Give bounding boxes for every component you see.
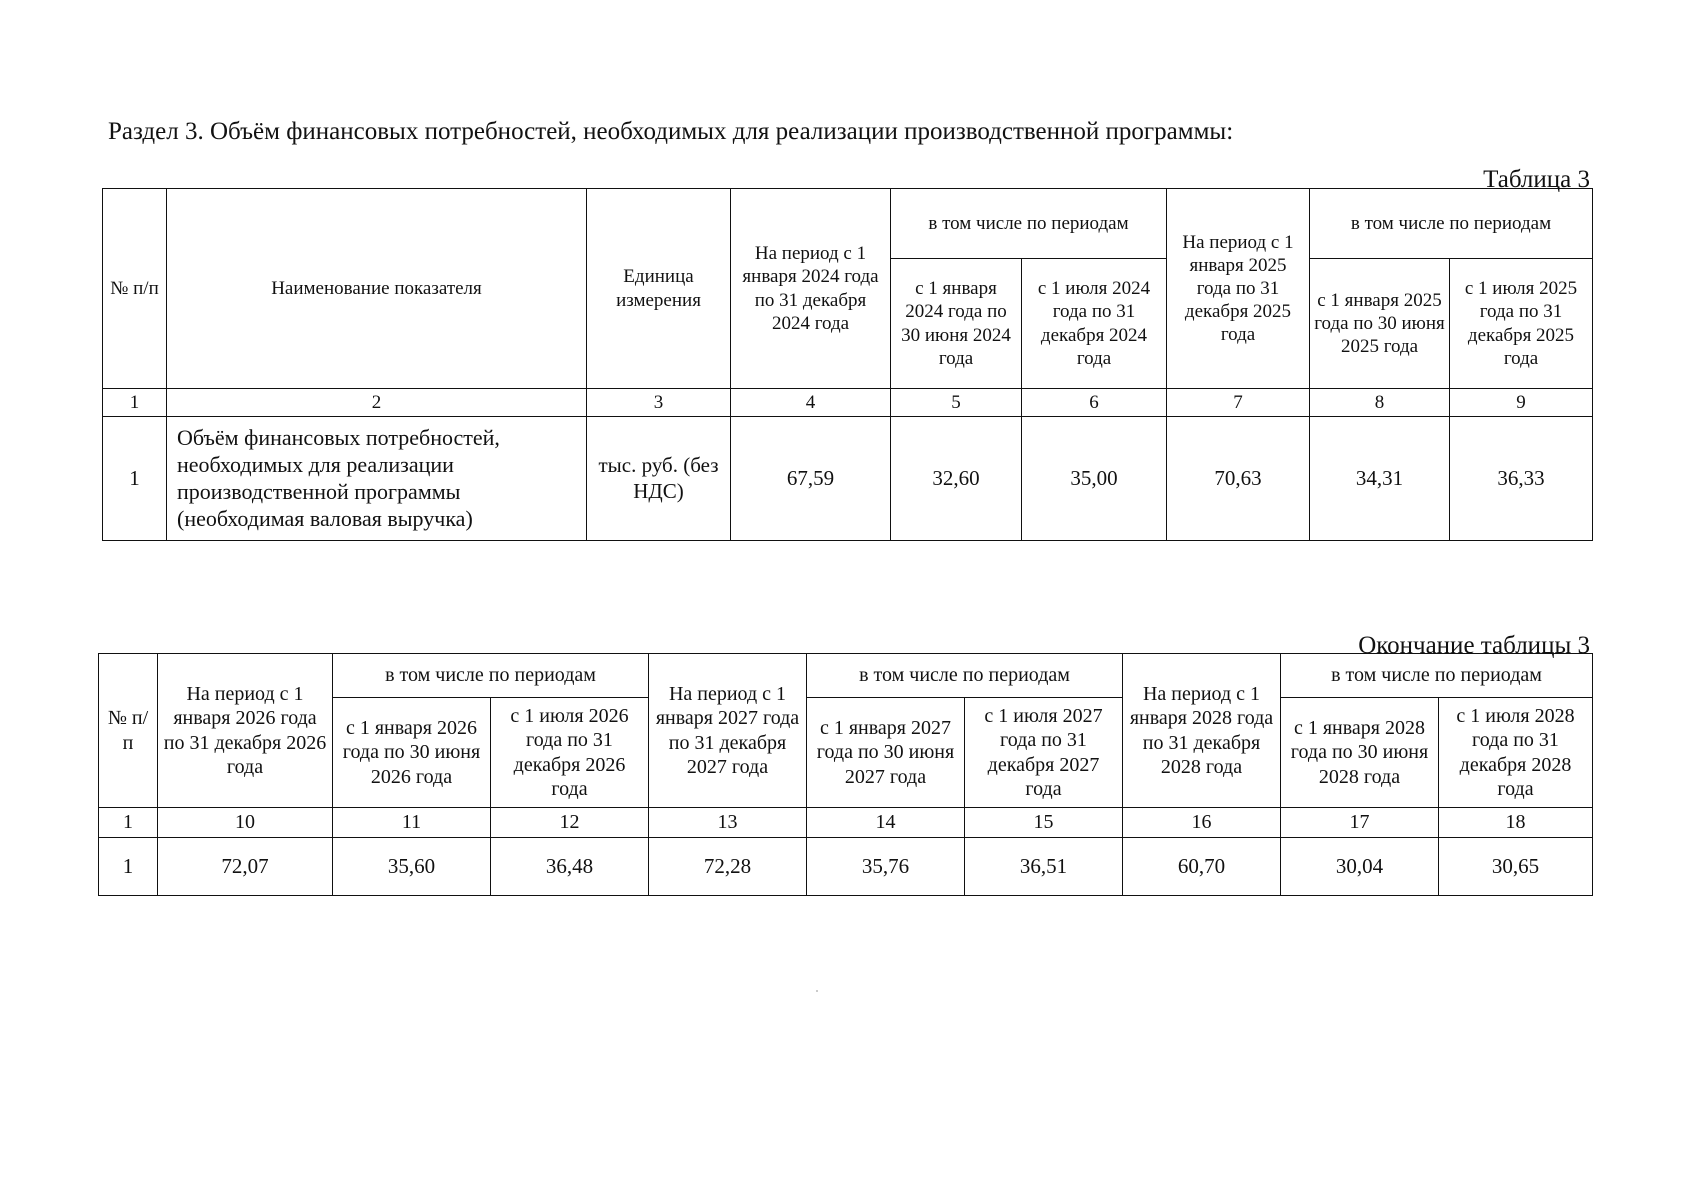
header-h2-2024: с 1 июля 2024 года по 31 декабря 2024 года [1022, 259, 1167, 389]
header-including-periods-2025: в том числе по периодам [1310, 189, 1593, 259]
header-h2-2025: с 1 июля 2025 года по 31 декабря 2025 года [1450, 259, 1593, 389]
table-1-caption: Таблица 3 [1483, 166, 1590, 193]
financial-needs-table-2026-2028 [98, 653, 1593, 896]
indicator-name: Объём финансовых потребностей, необходимых для реализации производственной программы (необходимая валовая выручка) [167, 417, 587, 541]
column-number: 2 [167, 389, 587, 417]
value-period-2028: 60,70 [1123, 838, 1281, 896]
column-number: 1 [103, 389, 167, 417]
column-number: 15 [965, 808, 1123, 838]
header-period-2028: На период с 1 января 2028 года по 31 декабря 2028 года [1123, 654, 1281, 808]
header-period-2026: На период с 1 января 2026 года по 31 декабря 2026 года [158, 654, 333, 808]
header-indicator-name: Наименование показателя [167, 189, 587, 389]
value-h1-2027: 35,76 [807, 838, 965, 896]
value-h2-2025: 36,33 [1450, 417, 1593, 541]
column-number: 8 [1310, 389, 1450, 417]
header-h2-2027: с 1 июля 2027 года по 31 декабря 2027 года [965, 698, 1123, 808]
column-number: 18 [1439, 808, 1593, 838]
table-row [103, 417, 1593, 541]
table-row [99, 838, 1593, 896]
header-h1-2027: с 1 января 2027 года по 30 июня 2027 года [807, 698, 965, 808]
row-number: 1 [99, 838, 158, 896]
column-number: 6 [1022, 389, 1167, 417]
header-unit: Единица измерения [587, 189, 731, 389]
header-h1-2028: с 1 января 2028 года по 30 июня 2028 года [1281, 698, 1439, 808]
value-h1-2025: 34,31 [1310, 417, 1450, 541]
header-including-periods-2024: в том числе по периодам [891, 189, 1167, 259]
header-including-periods-2028: в том числе по периодам [1281, 654, 1593, 698]
value-period-2027: 72,28 [649, 838, 807, 896]
value-period-2025: 70,63 [1167, 417, 1310, 541]
header-period-2027: На период с 1 января 2027 года по 31 декабря 2027 года [649, 654, 807, 808]
column-number: 17 [1281, 808, 1439, 838]
header-h1-2024: с 1 января 2024 года по 30 июня 2024 года [891, 259, 1022, 389]
value-h2-2028: 30,65 [1439, 838, 1593, 896]
value-h2-2026: 36,48 [491, 838, 649, 896]
header-including-periods-2027: в том числе по периодам [807, 654, 1123, 698]
unit-value: тыс. руб. (без НДС) [587, 417, 731, 541]
financial-needs-table-2024-2025 [102, 188, 1593, 541]
column-number: 14 [807, 808, 965, 838]
column-number: 5 [891, 389, 1022, 417]
value-h1-2024: 32,60 [891, 417, 1022, 541]
header-h2-2026: с 1 июля 2026 года по 31 декабря 2026 года [491, 698, 649, 808]
value-period-2024: 67,59 [731, 417, 891, 541]
value-h1-2026: 35,60 [333, 838, 491, 896]
header-h1-2025: с 1 января 2025 года по 30 июня 2025 года [1310, 259, 1450, 389]
column-number: 9 [1450, 389, 1593, 417]
column-number: 7 [1167, 389, 1310, 417]
value-h2-2024: 35,00 [1022, 417, 1167, 541]
value-h2-2027: 36,51 [965, 838, 1123, 896]
header-num: № п/п [99, 654, 158, 808]
header-period-2024: На период с 1 января 2024 года по 31 декабря 2024 года [731, 189, 891, 389]
header-h2-2028: с 1 июля 2028 года по 31 декабря 2028 года [1439, 698, 1593, 808]
column-number: 13 [649, 808, 807, 838]
header-including-periods-2026: в том числе по периодам [333, 654, 649, 698]
header-num: № п/п [103, 189, 167, 389]
value-h1-2028: 30,04 [1281, 838, 1439, 896]
column-number: 11 [333, 808, 491, 838]
column-number: 3 [587, 389, 731, 417]
header-period-2025: На период с 1 января 2025 года по 31 декабря 2025 года [1167, 189, 1310, 389]
column-number: 16 [1123, 808, 1281, 838]
section-heading: Раздел 3. Объём финансовых потребностей, необходимых для реализации производственной программы: [108, 118, 1234, 145]
column-number: 12 [491, 808, 649, 838]
table-2-caption: Окончание таблицы 3 [1358, 632, 1590, 659]
value-period-2026: 72,07 [158, 838, 333, 896]
header-h1-2026: с 1 января 2026 года по 30 июня 2026 года [333, 698, 491, 808]
column-number: 4 [731, 389, 891, 417]
column-number: 1 [99, 808, 158, 838]
scan-speck [816, 990, 818, 992]
column-number: 10 [158, 808, 333, 838]
row-number: 1 [103, 417, 167, 541]
